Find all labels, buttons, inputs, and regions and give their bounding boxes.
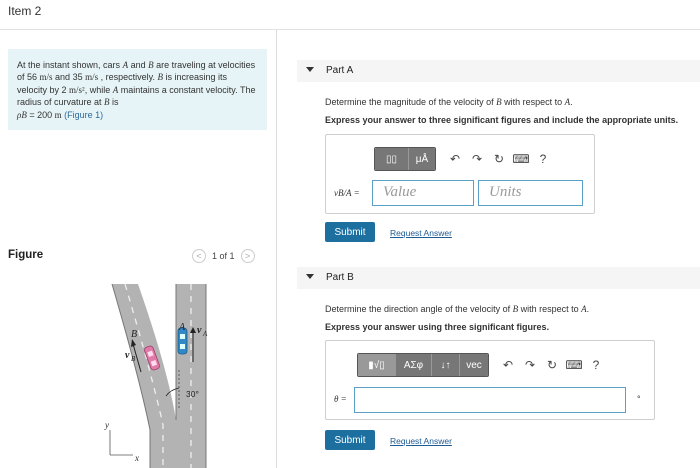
figure-pager — [192, 249, 255, 263]
angle-input[interactable] — [354, 387, 626, 413]
part-b-title: Part B — [326, 272, 354, 283]
label-vb-sub: B — [131, 355, 136, 363]
road-curved — [112, 284, 176, 468]
redo-icon[interactable]: ↷ — [524, 358, 536, 372]
item-title: Item 2 — [8, 4, 42, 18]
next-figure-button[interactable]: > — [241, 249, 255, 263]
header-divider — [0, 29, 700, 30]
label-angle: 30° — [186, 389, 199, 399]
part-a-header[interactable] — [297, 60, 700, 82]
part-a-request-answer-link[interactable]: Request Answer — [390, 228, 452, 238]
part-a-toolbar — [374, 147, 554, 171]
label-x: x — [135, 453, 139, 463]
part-b-instruction: Express your answer using three significant figures. — [325, 322, 550, 332]
undo-icon[interactable]: ↶ — [502, 358, 514, 372]
pager-text: 1 of 1 — [212, 251, 235, 261]
label-y: y — [105, 420, 109, 430]
label-va-sub: A — [203, 330, 208, 338]
figure-link[interactable]: (Figure 1) — [64, 109, 104, 120]
vec-button[interactable]: vec — [460, 354, 488, 376]
road-figure — [0, 270, 276, 468]
reset-icon[interactable]: ↻ — [493, 152, 505, 166]
problem-statement: At the instant shown, cars A and B are traveling at velocities of 56 m/s and 35 m/s , respectively. B is increasing its velocity by 2 m/s², while A maintains a constant velocity. The radius of curvature at B is ρB = 200 m (Figure 1) — [8, 49, 267, 130]
part-b-field-label: θ = — [334, 394, 347, 404]
templates-button[interactable]: ▯▯ — [375, 148, 409, 170]
part-b-submit-button[interactable]: Submit — [325, 430, 375, 450]
label-vb: v — [125, 350, 130, 361]
units-input[interactable]: Units — [478, 180, 583, 206]
part-b-header[interactable] — [297, 267, 700, 289]
keyboard-icon[interactable]: ⌨ — [512, 152, 530, 166]
part-b-answer-box — [325, 340, 655, 420]
prev-figure-button[interactable]: < — [192, 249, 206, 263]
degree-unit: ° — [637, 394, 641, 404]
part-b-request-answer-link[interactable]: Request Answer — [390, 436, 452, 446]
part-a-title: Part A — [326, 65, 354, 76]
value-input[interactable]: Value — [372, 180, 474, 206]
help-icon[interactable]: ? — [592, 358, 600, 372]
collapse-icon — [306, 67, 314, 72]
undo-icon[interactable]: ↶ — [449, 152, 461, 166]
part-a-instruction: Express your answer to three significant figures and include the appropriate units. — [325, 115, 679, 125]
collapse-icon — [306, 274, 314, 279]
keyboard-icon[interactable]: ⌨ — [565, 358, 583, 372]
rho-symbol: ρB — [17, 109, 27, 120]
column-divider — [276, 29, 277, 468]
reset-icon[interactable]: ↻ — [546, 358, 558, 372]
part-b-question: Determine the direction angle of the velocity of B with respect to A. — [325, 304, 590, 314]
part-a-question: Determine the magnitude of the velocity of B with respect to A. — [325, 97, 573, 107]
part-a-format-group — [374, 147, 436, 171]
part-a-field-label: vB/A = — [334, 188, 360, 198]
part-a-answer-box — [325, 134, 595, 214]
greek-button[interactable]: ΑΣφ — [396, 354, 432, 376]
arrows-button[interactable]: ↓↑ — [432, 354, 460, 376]
part-b-format-group — [357, 353, 489, 377]
label-a: A — [179, 322, 186, 333]
label-va: v — [197, 325, 202, 336]
templates-button[interactable]: ▮√▯ — [358, 354, 396, 376]
label-b: B — [131, 329, 138, 340]
part-a-submit-button[interactable]: Submit — [325, 222, 375, 242]
part-b-toolbar — [357, 353, 607, 377]
help-icon[interactable]: ? — [539, 152, 547, 166]
figure-heading: Figure — [8, 249, 44, 261]
redo-icon[interactable]: ↷ — [471, 152, 483, 166]
units-button[interactable]: μÅ — [409, 148, 435, 170]
